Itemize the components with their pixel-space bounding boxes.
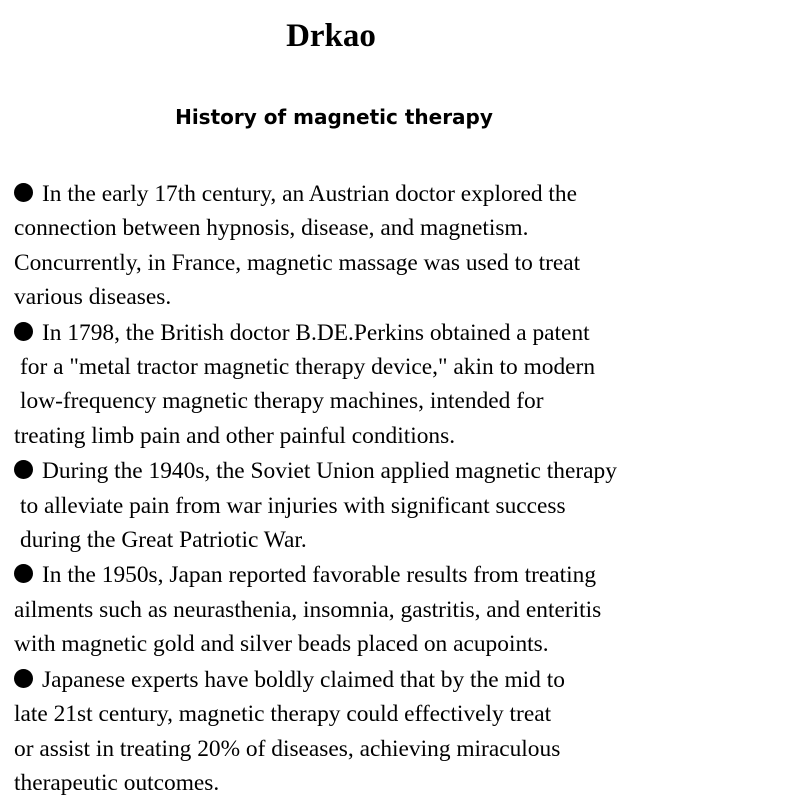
brand-title: Drkao	[286, 18, 376, 54]
bullet-dot-icon	[14, 564, 33, 583]
bullet-line: during the Great Patriotic War.	[20, 527, 307, 554]
bullet-line	[14, 177, 794, 211]
bullet-line: connection between hypnosis, disease, and magnetism.	[14, 215, 529, 242]
bullet-line: low-frequency magnetic therapy machines, intended for	[20, 388, 544, 415]
bullet-item	[14, 316, 794, 454]
bullet-line	[14, 558, 794, 592]
bullet-line: treating limb pain and other painful conditions.	[14, 422, 456, 449]
bullet-text: Japanese experts have boldly claimed that by the mid to	[42, 666, 565, 693]
bullet-dot-icon	[14, 460, 33, 479]
bullet-item	[14, 558, 794, 661]
bullet-line: or assist in treating 20% of diseases, achieving miraculous	[14, 735, 561, 762]
bullet-line: Concurrently, in France, magnetic massage was used to treat	[14, 249, 581, 276]
bullet-dot-icon	[14, 183, 33, 202]
bullet-line: to alleviate pain from war injuries with significant success	[20, 492, 566, 519]
bullet-text: In the early 17th century, an Austrian doctor explored the	[42, 181, 577, 207]
bullet-line: with magnetic gold and silver beads placed on acupoints.	[14, 631, 549, 658]
bullet-text: In 1798, the British doctor B.DE.Perkins obtained a patent	[42, 319, 590, 346]
bullet-item	[14, 454, 794, 557]
bullet-text: During the 1940s, the Soviet Union applied magnetic therapy	[42, 458, 617, 485]
bullet-item	[14, 177, 794, 315]
bullet-line: for a "metal tractor magnetic therapy device," akin to modern	[20, 354, 596, 381]
bullet-line: various diseases.	[14, 284, 172, 311]
bullet-dot-icon	[14, 322, 33, 341]
bullet-item	[14, 663, 794, 801]
bullet-line: ailments such as neurasthenia, insomnia, gastritis, and enteritis	[14, 596, 602, 623]
history-bullet-list	[14, 177, 794, 801]
bullet-line	[14, 454, 794, 488]
bullet-line	[14, 663, 794, 697]
bullet-line: late 21st century, magnetic therapy could effectively treat	[14, 701, 552, 728]
bullet-line: therapeutic outcomes.	[14, 769, 220, 796]
page-heading: History of magnetic therapy	[175, 105, 493, 129]
bullet-dot-icon	[14, 669, 33, 688]
bullet-text: In the 1950s, Japan reported favorable results from treating	[42, 562, 597, 589]
bullet-line	[14, 316, 794, 350]
